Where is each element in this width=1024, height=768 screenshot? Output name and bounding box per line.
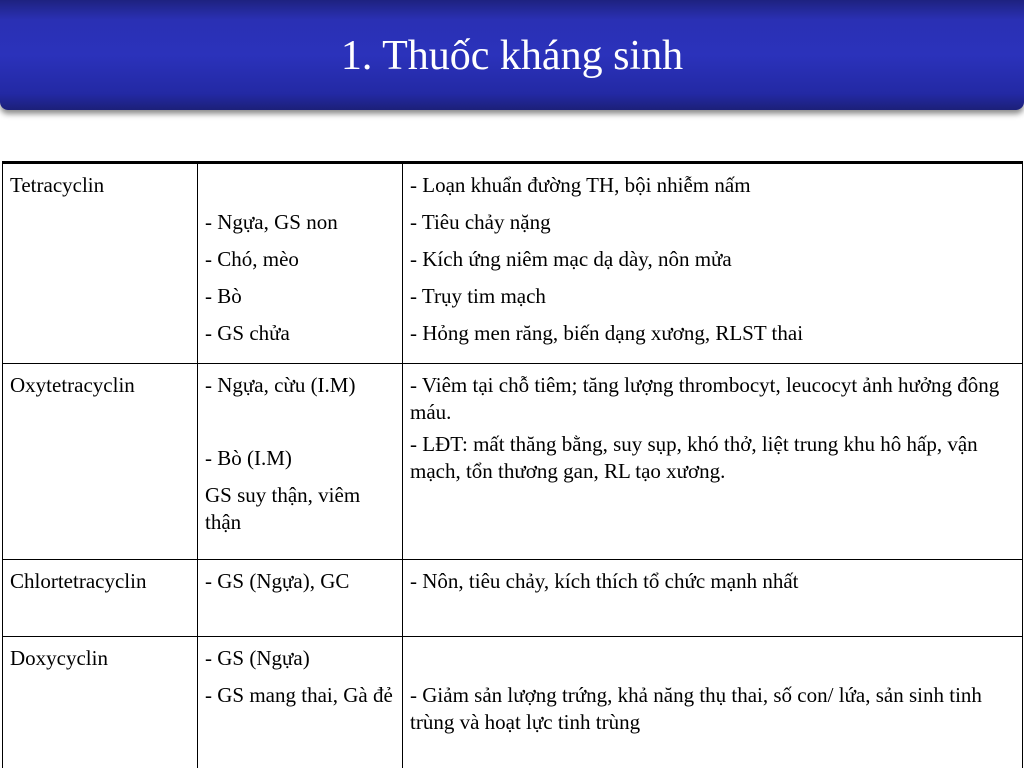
- title-bar: [0, 0, 1024, 110]
- effects-cell: [403, 163, 1023, 364]
- species-item: - Bò: [205, 284, 242, 308]
- species-item: - Bò (I.M): [205, 446, 292, 470]
- slide-title: 1. Thuốc kháng sinh: [340, 33, 684, 79]
- drug-name: Chlortetracyclin: [10, 569, 147, 593]
- species-item: - Ngựa, cừu (I.M): [205, 373, 356, 397]
- table-row: [3, 163, 1023, 364]
- effects-cell: [403, 560, 1023, 637]
- antibiotic-table: [2, 161, 1023, 768]
- effect-item: - Giảm sản lượng trứng, khả năng thụ thai, số con/ lứa, sản sinh tinh trùng và hoạt lực tinh trùng: [410, 683, 982, 734]
- drug-name-cell: [3, 637, 198, 768]
- species-cell: [198, 364, 403, 560]
- species-item: - GS (Ngựa), GC: [205, 569, 350, 593]
- species-cell: [198, 163, 403, 364]
- table-row: [3, 560, 1023, 637]
- species-item: - Ngựa, GS non: [205, 210, 338, 234]
- species-item: GS suy thận, viêm thận: [205, 483, 361, 534]
- drug-name: Doxycyclin: [10, 646, 108, 670]
- species-cell: [198, 560, 403, 637]
- drug-name-cell: [3, 364, 198, 560]
- effect-item: - Kích ứng niêm mạc dạ dày, nôn mửa: [410, 247, 732, 271]
- species-cell: [198, 637, 403, 768]
- species-item: - GS (Ngựa): [205, 646, 310, 670]
- drug-name: Oxytetracyclin: [10, 373, 135, 397]
- species-item: - GS mang thai, Gà đẻ: [205, 683, 393, 707]
- effects-cell: [403, 637, 1023, 768]
- effect-item: - Hỏng men răng, biến dạng xương, RLST thai: [410, 321, 804, 345]
- effect-item: - Trụy tim mạch: [410, 284, 546, 308]
- species-item: - GS chửa: [205, 321, 290, 345]
- effect-item: - Loạn khuẩn đường TH, bội nhiễm nấm: [410, 173, 751, 197]
- drug-name-cell: [3, 163, 198, 364]
- effect-item: - Tiêu chảy nặng: [410, 210, 551, 234]
- effect-item: - Nôn, tiêu chảy, kích thích tổ chức mạnh nhất: [410, 569, 799, 593]
- table-row: [3, 637, 1023, 768]
- drug-name-cell: [3, 560, 198, 637]
- drug-name: Tetracyclin: [10, 173, 105, 197]
- effect-item: - Viêm tại chỗ tiêm; tăng lượng thrombocyt, leucocyt ảnh hưởng đông máu.: [410, 373, 1000, 424]
- species-item: - Chó, mèo: [205, 247, 299, 271]
- table-row: [3, 364, 1023, 560]
- effect-item: - LĐT: mất thăng bằng, suy sụp, khó thở, liệt trung khu hô hấp, vận mạch, tổn thương gan, RL tạo xương.: [410, 432, 978, 483]
- effects-cell: [403, 364, 1023, 560]
